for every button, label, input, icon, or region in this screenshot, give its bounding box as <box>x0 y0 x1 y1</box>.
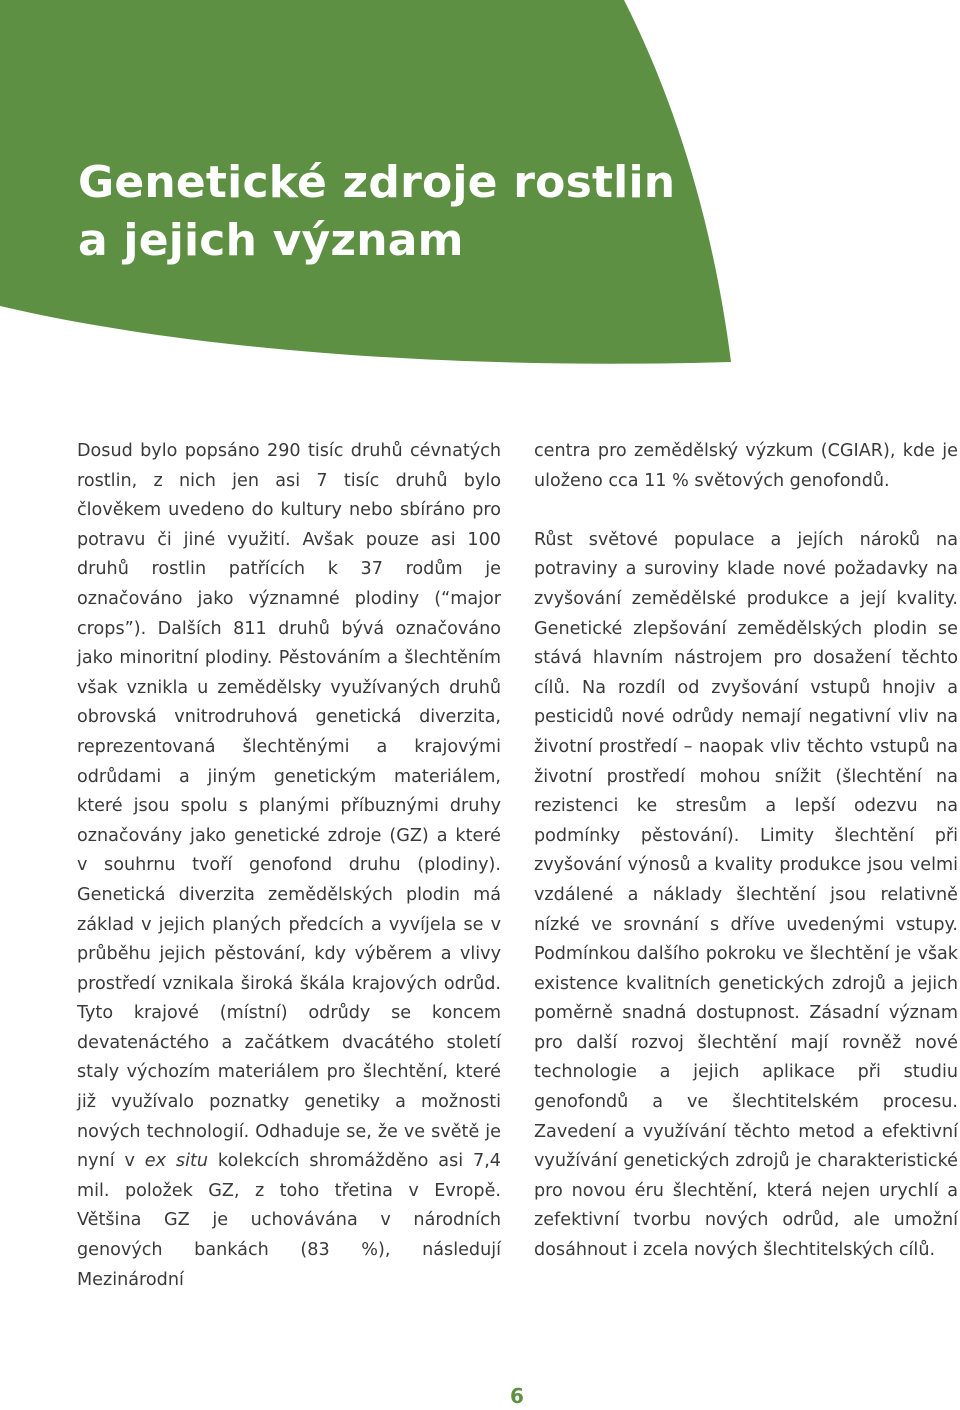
left-column <box>77 437 501 1295</box>
right-column <box>534 437 958 1266</box>
body-paragraph: centra pro zemědělský výzkum (CGIAR), kde je uloženo cca 11 % světových genofondů. <box>534 441 958 491</box>
italic-term: ex situ <box>144 1151 209 1172</box>
title-line-1: Genetické zdroje rostlin <box>78 157 676 208</box>
body-paragraph <box>77 437 501 1295</box>
page-title <box>78 154 675 270</box>
paragraph-text: Dosud bylo popsáno 290 tisíc druhů cévnatých rostlin, z nich jen asi 7 tisíc druhů bylo člověkem uvedeno do kultury nebo sbíráno pro potravu či jiné využití. Avšak pouze asi 100 druhů rostlin patřících k 37 rodům je označováno jako významné plodiny (“major crops”). Dalších 811 druhů bývá označováno jako minoritní plodiny. Pěstováním a šlechtěním však vznikla u zemědělsky využívaných druhů obrovská vnitrodruhová genetická diverzita, reprezentovaná šlechtěnými a krajovými odrůdami a jiným genetickým materiálem, které jsou spolu s planými příbuznými druhy označovány jako genetické zdroje (GZ) a které v souhrnu tvoří genofond druhu (plodiny). Genetická diverzita zemědělských plodin má základ v jejich planých předcích a vyvíjela se v průběhu jejich pěstování, kdy výběrem a vlivy prostředí vznikala široká škála krajových odrůd. Tyto krajové (místní) odrůdy se koncem devatenáctého a začátkem dvacátého století staly výchozím materiálem pro šlechtění, které již využívalo poznatky genetiky a možnosti nových technologií. Odhaduje se, že ve světě je nyní v <box>77 441 501 1172</box>
page-number: 6 <box>510 1384 524 1408</box>
paragraph-text-continued: kolekcích shromážděno asi 7,4 mil. položek GZ, z toho třetina v Evropě. Většina GZ je uchovávána v národních genových bankách (83 %), následují Mezinárodní <box>77 1151 501 1290</box>
title-line-2: a jejich význam <box>78 215 464 266</box>
body-paragraph: Růst světové populace a jejích nároků na potraviny a suroviny klade nové požadavky na zvyšování zemědělské produkce a její kvality. Genetické zlepšování zemědělských plodin se stává hlavním nástrojem pro dosažení těchto cílů. Na rozdíl od zvyšování vstupů hnojiv a pesticidů nové odrůdy nemají negativní vliv na životní prostředí – naopak vliv těchto vstupů na životní prostředí mohou snížit (šlechtění na rezistenci ke stresům a lepší odezvu na podmínky pěstování). Limity šlechtění při zvyšování výnosů a kvality produkce jsou velmi vzdálené a náklady šlechtění jsou relativně nízké ve srovnání s dříve uvedenými vstupy. Podmínkou dalšího pokroku ve šlechtění je však existence kvalitních genetických zdrojů a jejich poměrně snadná dostupnost. Zásadní význam pro další rozvoj šlechtění mají rovněž nové technologie a jejich aplikace při studiu genofondů a ve šlechtitelském procesu. Zavedení a využívání těchto metod a efektivní využívání genetických zdrojů je charakteristické pro novou éru šlechtění, která nejen urychlí a zefektivní tvorbu nových odrůd, ale umožní dosáhnout i zcela nových šlechtitelských cílů. <box>534 529 958 1261</box>
